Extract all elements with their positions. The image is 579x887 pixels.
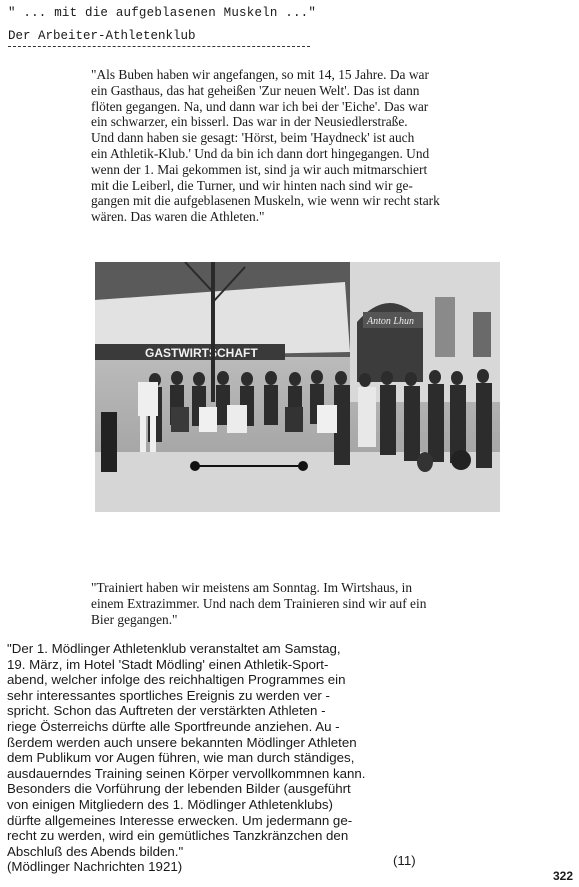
quote-line: Bier gegangen.": [91, 611, 178, 627]
interview-quote-2: [91, 580, 426, 627]
excerpt-line: von einigen Mitgliedern des 1. Mödlinger Athletenklubs): [7, 796, 333, 812]
excerpt-source: (Mödlinger Nachrichten 1921): [7, 859, 183, 875]
excerpt-line: 19. März, im Hotel 'Stadt Mödling' einen Athletik-Sport-: [7, 656, 329, 672]
awning-sign-text: GASTWIRTSCHAFT: [145, 346, 258, 360]
quote-line: flöten gegangen. Na, und dann war ich bei der 'Eiche'. Das war: [91, 98, 429, 114]
excerpt-line: "Der 1. Mödlinger Athletenklub veranstaltet am Samstag,: [7, 641, 341, 656]
quote-line: "Trainiert haben wir meistens am Sonntag. Im Wirtshaus, in: [91, 580, 413, 595]
quote-line: wenn der 1. Mai gekommen ist, sind ja wir auch mitmarschiert: [91, 161, 428, 177]
section-subtitle: Der Arbeiter-Athletenklub: [8, 29, 196, 43]
newspaper-excerpt: [7, 641, 365, 875]
quote-line: ein schwarzer, ein bisserl. Das war in der Neusiedlerstraße.: [91, 114, 408, 130]
group-photo-athletes: [95, 262, 500, 512]
quote-line: ein Athletik-Klub.' Und da bin ich dann dort hingegangen. Und: [91, 145, 430, 161]
excerpt-line: spricht. Schon das Auftreten der verstärkten Athleten -: [7, 703, 326, 719]
quote-line: gangen mit die aufgeblasenen Muskeln, wie wenn wir recht stark: [91, 193, 440, 209]
wall-window: [435, 297, 455, 357]
excerpt-line: ausdauerndes Training seinen Körper vervollkommnen kann.: [7, 765, 366, 781]
quote-line: Und dann haben sie gesagt: 'Hörst, beim 'Haydneck' ist auch: [91, 130, 415, 146]
excerpt-line: dem Publikum vor Augen führen, wie man durch ständiges,: [7, 750, 355, 766]
interview-quote-1: [91, 67, 440, 225]
citation-number: (11): [393, 853, 416, 868]
excerpt-line: Abschluß des Abends bilden.": [7, 843, 184, 859]
quote-line: mit die Leiberl, die Turner, und wir hinten nach sind wir ge-: [91, 177, 413, 193]
dog: [417, 452, 433, 472]
subtitle-underline: [8, 46, 310, 47]
section-title: " ... mit die aufgeblasenen Muskeln ...": [8, 6, 317, 20]
quote-line: wären. Das waren die Athleten.": [91, 209, 265, 225]
excerpt-line: Besonders die Vorführung der lebenden Bilder (ausgeführt: [7, 781, 351, 797]
excerpt-line: abend, welcher infolge des reichhaltigen Programmes ein: [7, 672, 346, 688]
photo-illustration: [95, 262, 500, 512]
inn-sign-text: Anton Lhun: [367, 316, 414, 327]
page-number: 322: [552, 869, 573, 883]
quote-line: einem Extrazimmer. Und nach dem Trainieren sind wir auf ein: [91, 595, 427, 611]
bicycle-wheel: [451, 450, 471, 470]
excerpt-line: riege Österreichs dürfte alle Sportfreunde anziehen. Au -: [7, 718, 340, 734]
barbell-weight: [190, 461, 200, 471]
excerpt-line: sehr interessantes sportliches Ereignis zu werden ver -: [7, 687, 330, 703]
barbell-weight: [298, 461, 308, 471]
excerpt-line: dürfte allgemeines Interesse erwecken. Um jedermann ge-: [7, 812, 353, 828]
quote-line: ein Gasthaus, das hat geheißen 'Zur neuen Welt'. Das ist dann: [91, 82, 420, 98]
quote-line: "Als Buben haben wir angefangen, so mit 14, 15 Jahre. Da war: [91, 67, 429, 82]
wall-window: [473, 312, 491, 357]
excerpt-line: recht zu werden, wird ein gemütliches Tanzkränzchen den: [7, 828, 349, 844]
excerpt-line: ßerdem werden auch unsere bekannten Mödlinger Athleten: [7, 734, 357, 750]
